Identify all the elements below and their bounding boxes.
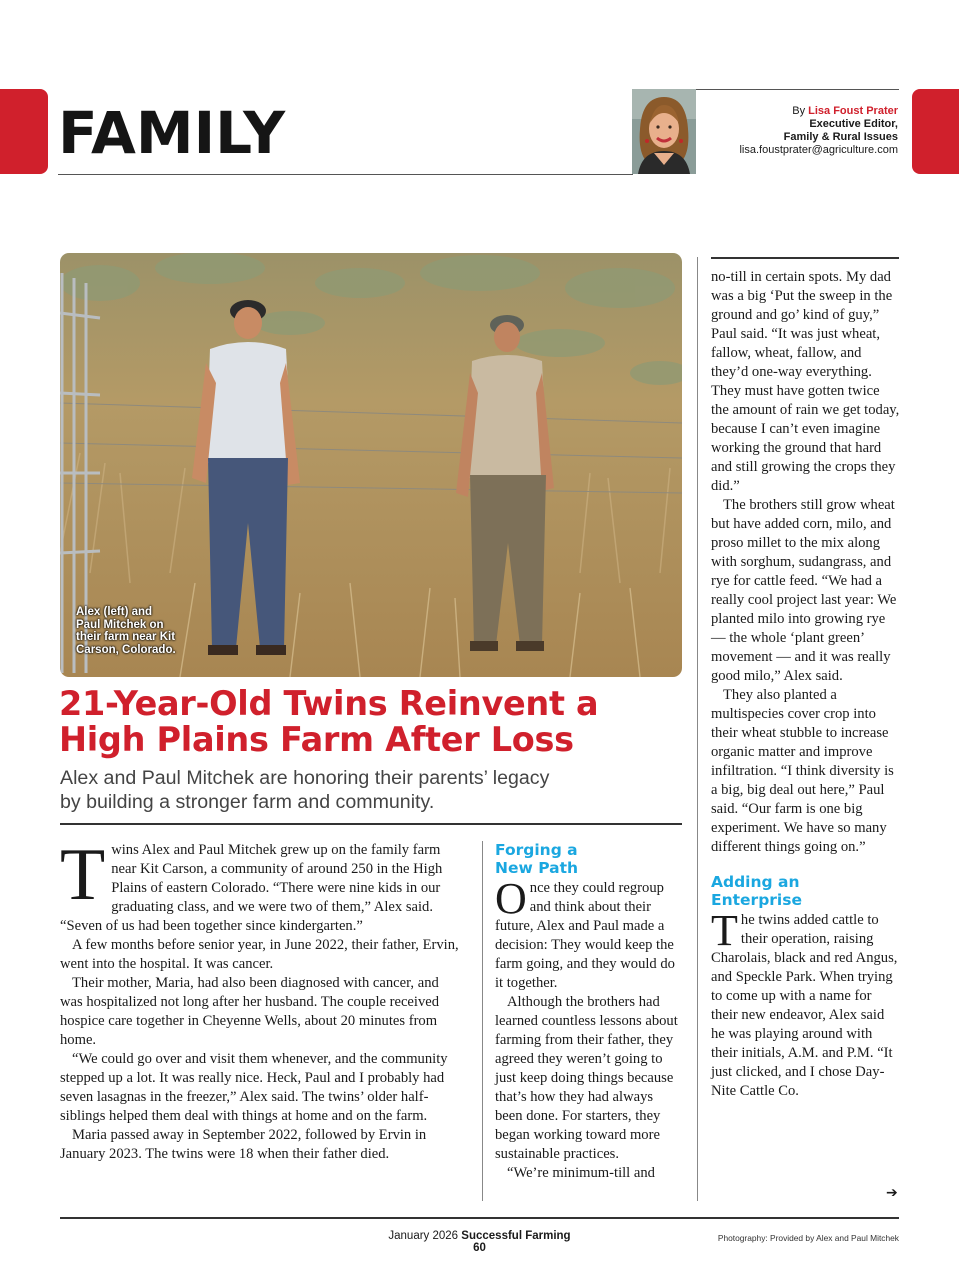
paragraph: nce they could regroup and think about their future, Alex and Paul made a decision: They would keep the farm going, and they would do it together.	[495, 880, 675, 991]
byline	[739, 105, 898, 157]
section-title: FAMILY	[58, 99, 286, 167]
arrow-right-icon[interactable]: ➔	[886, 1185, 898, 1201]
drop-cap: T	[711, 906, 738, 955]
subhead-line: Enterprise	[711, 891, 802, 909]
author-photo	[632, 89, 696, 174]
page-number: 60	[473, 1242, 486, 1254]
paragraph: he twins added cattle to their operation, raising Charolais, black and red Angus, and Speckle Park. When trying to come up with a name for their new endeavor, Alex said he was playing around with their initials, A.M. and P.M. “It just clicked, and I chose Day-Nite Cattle Co.	[711, 912, 898, 1099]
paragraph: wins Alex and Paul Mitchek grew up on the family farm near Kit Carson, a community of around 250 in the High Plains of eastern Colorado. “There were nine kids in our graduating class, and we were two of them,” Alex said. “Seven of us had been together since kindergarten.”	[60, 842, 443, 934]
article-deck	[60, 767, 685, 814]
subhead-line: Adding an	[711, 873, 800, 891]
paragraph: “We could go over and visit them whenever, and the community stepped up a lot. It was really nice. Heck, Paul and I probably had seven lasagnas in the freezer,” Alex said. The twins’ older half-siblings helped them deal with things at home and on the farm.	[60, 1051, 448, 1124]
author-email: lisa.foustprater@agriculture.com	[739, 144, 898, 156]
headline-line-1: 21-Year-Old Twins Reinvent a	[59, 684, 599, 723]
subhead-line: Forging a	[495, 841, 578, 859]
byline-by: By	[792, 105, 806, 117]
article-column-2	[495, 841, 682, 1183]
drop-cap: T	[60, 834, 106, 916]
photo-credit: Photography: Provided by Alex and Paul Mitchek	[717, 1233, 899, 1243]
footer-rule	[60, 1217, 899, 1219]
headline-line-2: High Plains Farm After Loss	[59, 720, 574, 759]
article-column-1	[60, 834, 460, 1164]
article-headline	[59, 686, 689, 758]
caption-line: Carson, Colorado.	[76, 643, 176, 656]
deck-rule	[60, 823, 682, 825]
photo-caption	[76, 606, 206, 656]
right-section-tab	[912, 89, 959, 174]
paragraph: “We’re minimum-till and	[507, 1165, 655, 1181]
paragraph: no-till in certain spots. My dad was a big ‘Put the sweep in the ground and go’ kind of guy,” Paul said. “It was just wheat, fallow, wheat, fallow, and they’d one-way everything. They must have gotten twice the amount of rain we get today, because I can’t even imagine working the ground that hard and still growing the crops they did.”	[711, 269, 900, 494]
column-top-rule	[711, 257, 899, 259]
paragraph: Although the brothers had learned countless lessons about farming from their father, they agreed they weren’t going to just keep doing things because that’s how they had always been done. For starters, they began working toward more sustainable practices.	[495, 994, 678, 1162]
author-name: Lisa Foust Prater	[808, 105, 898, 117]
caption-line: their farm near Kit	[76, 631, 176, 643]
header-rule	[58, 174, 633, 175]
column-rule	[482, 841, 483, 1201]
author-role-1: Executive Editor,	[809, 118, 898, 130]
author-role-2: Family & Rural Issues	[783, 131, 898, 143]
subhead-enterprise	[711, 873, 901, 909]
caption-line: Paul Mitchek on	[76, 618, 164, 631]
paragraph: A few months before senior year, in June 2022, their father, Ervin, went into the hospital. It was cancer.	[60, 937, 459, 972]
article-column-3	[711, 268, 901, 1101]
deck-line-1: Alex and Paul Mitchek are honoring their parents’ legacy	[60, 767, 550, 789]
issue-date: January 2026	[388, 1230, 459, 1242]
drop-cap: O	[495, 874, 527, 923]
paragraph: They also planted a multispecies cover crop into their wheat stubble to increase organic matter and improve infiltration. “I think diversity is a big, big deal out here,” Paul said. “Our farm is one big experiment. We have so many different things going on.”	[711, 687, 894, 855]
left-section-tab	[0, 89, 48, 174]
caption-line: Alex (left) and	[76, 606, 153, 618]
paragraph: Maria passed away in September 2022, followed by Ervin in January 2023. The twins were 18 when their father died.	[60, 1127, 427, 1162]
magazine-name: Successful Farming	[461, 1230, 571, 1242]
paragraph: The brothers still grow wheat but have added corn, milo, and proso millet to the mix along with sorghum, sudangrass, and rye for cattle feed. “We had a really cool project last year: We planted milo into growing rye — the whole ‘plant green’ movement — and it was really good milo,” Alex said.	[711, 497, 897, 684]
deck-line-2: by building a stronger farm and community.	[60, 790, 435, 813]
subhead-forging	[495, 841, 682, 877]
column-rule	[697, 257, 698, 1201]
paragraph: Their mother, Maria, had also been diagnosed with cancer, and was hospitalized not long after her husband. The couple received hospice care together in Cheyenne Wells, about 20 minutes from home.	[60, 975, 440, 1048]
byline-rule	[696, 89, 899, 90]
subhead-line: New Path	[495, 859, 579, 877]
